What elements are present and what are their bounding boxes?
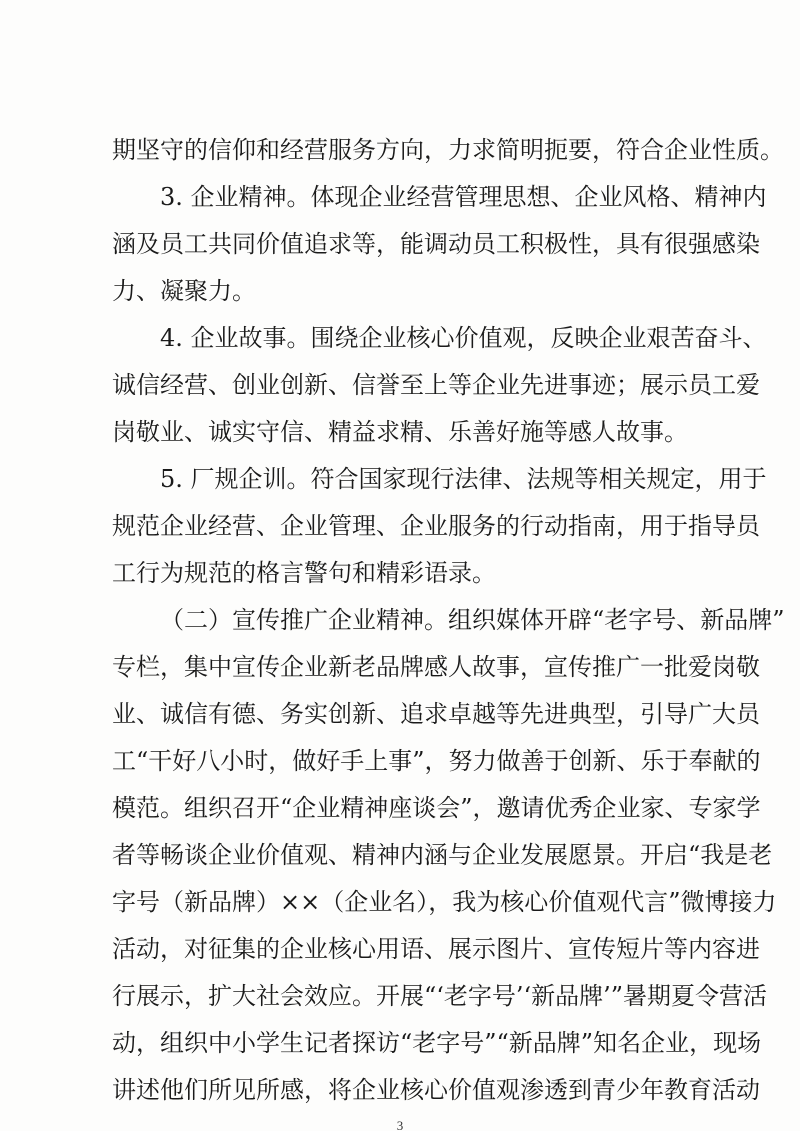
text-line: 岗敬业、诚实守信、精益求精、乐善好施等感人故事。: [112, 418, 688, 446]
text-line: 业、诚信有德、务实创新、追求卓越等先进典型，引导广大员: [112, 700, 760, 728]
text-line: 涵及员工共同价值追求等，能调动员工积极性，具有很强感染: [112, 230, 760, 258]
text-line: 行展示，扩大社会效应。开展“‘老字号’‘新品牌’”暑期夏令营活: [112, 982, 768, 1010]
text-line: 期坚守的信仰和经营服务方向，力求简明扼要，符合企业性质。: [112, 136, 784, 164]
text-line: 讲述他们所见所感，将企业核心价值观渗透到青少年教育活动: [112, 1076, 760, 1104]
text-line: 动，组织中小学生记者探访“老字号”“新品牌”知名企业，现场: [112, 1029, 762, 1057]
text-line: 3. 企业精神。体现企业经营管理思想、企业风格、精神内: [160, 183, 767, 211]
text-line: 5. 厂规企训。符合国家现行法律、法规等相关规定，用于: [160, 465, 767, 493]
text-line: 字号（新品牌）××（企业名），我为核心价值观代言”微博接力: [112, 888, 777, 916]
text-line: 规范企业经营、企业管理、企业服务的行动指南，用于指导员: [112, 512, 760, 540]
text-line: 诚信经营、创业创新、信誉至上等企业先进事迹；展示员工爱: [112, 371, 760, 399]
text-line: 工行为规范的格言警句和精彩语录。: [112, 559, 496, 587]
text-line: 专栏，集中宣传企业新老品牌感人故事，宣传推广一批爱岗敬: [112, 653, 760, 681]
section-heading-line: （二）宣传推广企业精神。组织媒体开辟“老字号、新品牌”: [160, 606, 785, 634]
text-line: 4. 企业故事。围绕企业核心价值观，反映企业艰苦奋斗、: [160, 324, 767, 352]
text-line: 力、凝聚力。: [112, 277, 256, 305]
text-line: 工“干好八小时，做好手上事”，努力做善于创新、乐于奉献的: [112, 747, 761, 775]
page-number: 3: [396, 1118, 404, 1133]
text-line: 活动，对征集的企业核心用语、展示图片、宣传短片等内容进: [112, 935, 760, 963]
text-line: 模范。组织召开“企业精神座谈会”，邀请优秀企业家、专家学: [112, 794, 761, 822]
text-line: 者等畅谈企业价值观、精神内涵与企业发展愿景。开启“我是老: [112, 841, 773, 869]
